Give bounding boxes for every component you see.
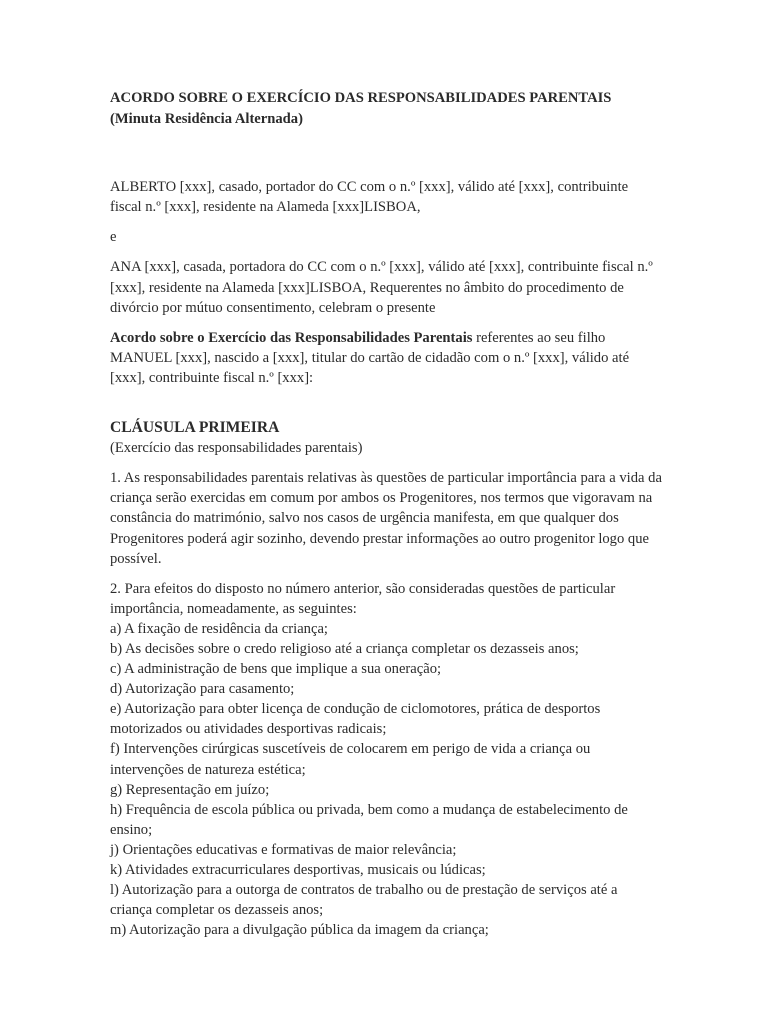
list-item: e) Autorização para obter licença de condução de ciclomotores, prática de desportos motorizados ou atividades desportivas radicais;: [110, 701, 601, 738]
party1-paragraph: ALBERTO [xxx], casado, portador do CC com o n.º [xxx], válido até [xxx], contribuinte fiscal n.º [xxx], residente na Alameda [xxx]LISBOA,: [110, 179, 629, 216]
list-item: j) Orientações educativas e formativas de maior relevância;: [110, 841, 457, 858]
document-subtitle: (Minuta Residência Alternada): [110, 110, 303, 127]
conjunction-text: e: [110, 229, 117, 246]
list-item: c) A administração de bens que implique a sua oneração;: [110, 661, 442, 678]
list-item: k) Atividades extracurriculares desportivas, musicais ou lúdicas;: [110, 862, 486, 878]
agreement-paragraph: [110, 328, 662, 388]
clause1-heading: CLÁUSULA PRIMEIRA: [110, 419, 280, 437]
party2-paragraph: ANA [xxx], casada, portadora do CC com o n.º [xxx], válido até [xxx], contribuinte fiscal n.º [xxx], residente na Alameda [xxx]LISBOA, Requerentes no âmbito do procedimento de divórcio por mútuo consentimento, celebram o presente: [110, 259, 653, 316]
clause1-subheading: (Exercício das responsabilidades parentais): [110, 440, 363, 457]
agreement-text: referentes ao seu filho MANUEL [xxx], nascido a [xxx], titular do cartão de cidadão com o n.º [xxx], válido até [xxx], contribuinte fiscal n.º [xxx]:: [110, 329, 630, 386]
document-title: ACORDO SOBRE O EXERCÍCIO DAS RESPONSABILIDADES PARENTAIS: [110, 90, 612, 106]
agreement-title-bold: Acordo sobre o Exercício das Responsabilidades Parentais: [110, 329, 473, 346]
document-page: [110, 88, 662, 940]
list-item: d) Autorização para casamento;: [110, 681, 295, 698]
list-item: l) Autorização para a outorga de contratos de trabalho ou de prestação de serviços até a criança completar os dezasseis anos;: [110, 882, 618, 919]
list-item: a) A fixação de residência da criança;: [110, 620, 328, 637]
list-item: g) Representação em juízo;: [110, 781, 270, 798]
list-item: b) As decisões sobre o credo religioso até a criança completar os dezasseis anos;: [110, 640, 579, 657]
list-item: h) Frequência de escola pública ou privada, bem como a mudança de estabelecimento de ensino;: [110, 801, 628, 838]
list-item: f) Intervenções cirúrgicas suscetíveis de colocarem em perigo de vida a criança ou intervenções de natureza estética;: [110, 741, 591, 778]
list-item: m) Autorização para a divulgação pública da imagem da criança;: [110, 922, 489, 939]
clause1-paragraph-1: 1. As responsabilidades parentais relativas às questões de particular importância para a vida da criança serão exercidas em comum por ambos os Progenitores, nos termos que vigoravam na constância do matrimónio, salvo nos casos de urgência manifesta, em que qualquer dos Progenitores poderá agir sozinho, devendo prestar informações ao outro progenitor logo que possível.: [110, 470, 662, 567]
clause1-paragraph-2-intro: 2. Para efeitos do disposto no número anterior, são consideradas questões de particular importância, nomeadamente, as seguintes:: [110, 580, 616, 617]
